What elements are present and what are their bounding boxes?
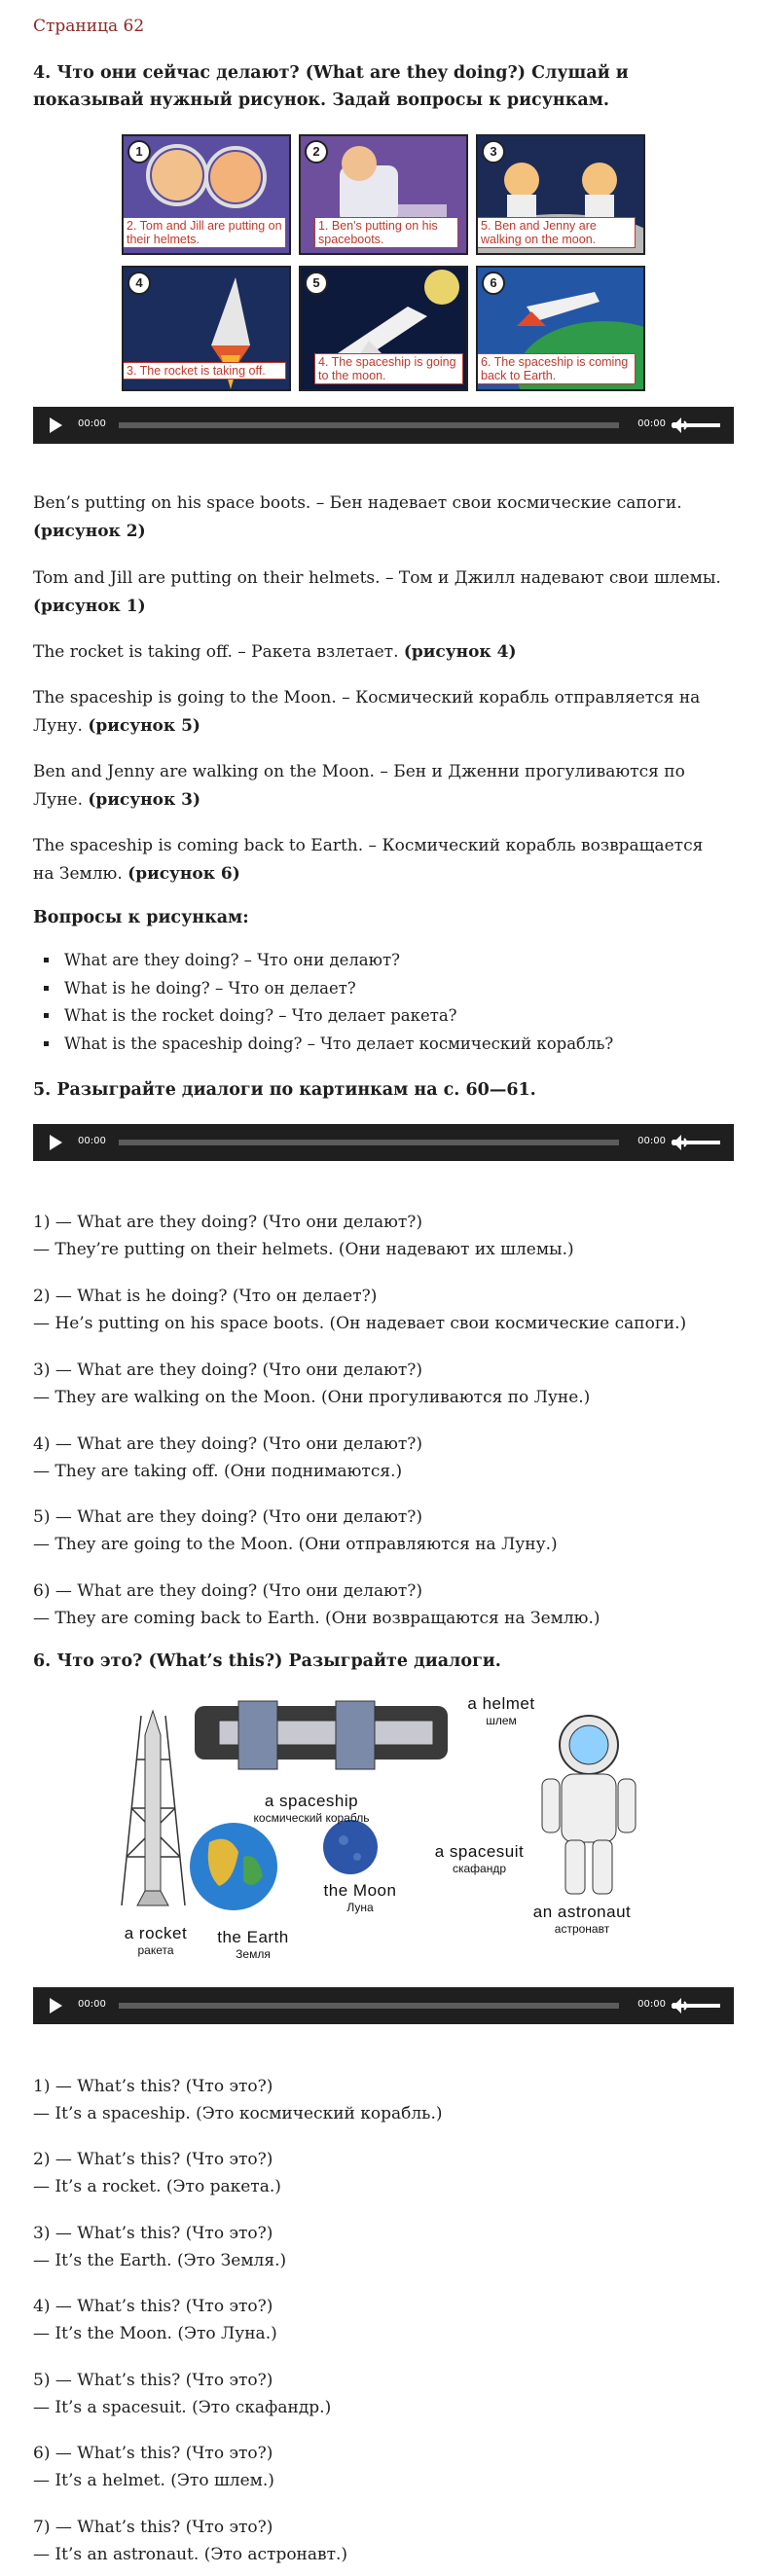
panel-number: 1: [127, 140, 151, 163]
panel-number: 4: [127, 272, 151, 295]
audio-player: [33, 1124, 734, 1161]
exercise-5-heading: 5. Разыграйте диалоги по картинкам на с. 60—61.: [33, 1080, 536, 1100]
play-button[interactable]: [50, 1135, 62, 1150]
list-item: ▪ What is he doing? – Что он делает?: [60, 975, 613, 1003]
dialog-6: 6) — What are they doing? (Что они делают?) — They are coming back to Earth. (Они возвращаются на Землю.): [33, 1581, 600, 1628]
current-time: 00:00: [78, 1999, 106, 2010]
panel-number: 5: [305, 272, 328, 295]
dialog-3: 3) — What are they doing? (Что они делают?) — They are walking on the Moon. (Они прогуливаются по Луне.): [33, 1361, 591, 1407]
picture-caption: 2. Tom and Jill are putting on their helmets.: [123, 217, 286, 248]
questions-heading: Вопросы к рисункам:: [33, 908, 249, 927]
panel-number: 6: [482, 272, 505, 295]
label-moon: the Moon Луна: [323, 1881, 397, 1914]
label-earth: the Earth Земля: [217, 1928, 289, 1961]
questions-list: [33, 947, 613, 1058]
dialog-1: 1) — What are they doing? (Что они делают?) — They’re putting on their helmets. (Они надевают их шлемы.): [33, 1213, 574, 1259]
sentence-1: Ben’s putting on his space boots. – Бен надевает свои космические сапоги. (рисунок 2): [33, 493, 682, 541]
dialog-2: 2) — What is he doing? (Что он делает?) — He’s putting on his space boots. (Он надевает свои космические сапоги.): [33, 1287, 687, 1333]
label-astronaut: an astronaut астронавт: [532, 1903, 632, 1936]
panel-1: [122, 134, 291, 255]
dialog-5: 5) — What are they doing? (Что они делают?) — They are going to the Moon. (Они отправляются на Луну.): [33, 1507, 558, 1554]
play-button[interactable]: [50, 417, 62, 433]
picture-caption: 6. The spaceship is coming back to Earth.: [477, 353, 636, 384]
list-item: ▪ What are they doing? – Что они делают?: [60, 947, 613, 975]
sentence-5: Ben and Jenny are walking on the Moon. – Бен и Дженни прогуливаются по Луне. (рисунок 3): [33, 762, 685, 810]
total-time: 00:00: [637, 418, 666, 429]
panel-2: [299, 134, 468, 255]
volume-slider[interactable]: [672, 2004, 720, 2008]
list-item: ▪ What is the spaceship doing? – Что делает космический корабль?: [60, 1031, 613, 1059]
label-spacesuit: a spacesuit скафандр: [434, 1842, 525, 1875]
audio-player: [33, 407, 734, 444]
volume-slider[interactable]: [672, 423, 720, 427]
picture-caption: 3. The rocket is taking off.: [123, 362, 286, 380]
picture-caption: 1. Ben's putting on his spaceboots.: [314, 217, 458, 248]
volume-slider[interactable]: [672, 1141, 720, 1144]
panel-number: 2: [305, 140, 328, 163]
dialog-4: 4) — What’s this? (Что это?) — It’s the Moon. (Это Луна.): [33, 2297, 277, 2343]
sentence-2: Tom and Jill are putting on their helmets. – Том и Джилл надевают свои шлемы. (рисунок 1): [33, 568, 721, 616]
current-time: 00:00: [78, 1136, 106, 1146]
exercise-4-heading: 4. Что они сейчас делают? (What are they doing?) Слушай и показывай нужный рисунок. Задай вопросы к рисункам.: [33, 63, 629, 110]
dialog-6: 6) — What’s this? (Что это?) — It’s a helmet. (Это шлем.): [33, 2444, 274, 2490]
panel-3: [476, 134, 645, 255]
picture-caption: 5. Ben and Jenny are walking on the moon.: [477, 217, 636, 248]
total-time: 00:00: [637, 1136, 666, 1146]
list-item: ▪ What is the rocket doing? – Что делает ракета?: [60, 1002, 613, 1031]
dialog-1: 1) — What’s this? (Что это?) — It’s a spaceship. (Это космический корабль.): [33, 2077, 443, 2123]
dialog-5: 5) — What’s this? (Что это?) — It’s a spacesuit. (Это скафандр.): [33, 2371, 332, 2417]
current-time: 00:00: [78, 418, 106, 429]
exercise-6-picture: [112, 1696, 657, 1966]
panel-6: [476, 266, 645, 391]
exercise-6-heading: 6. Что это? (What’s this?) Разыграйте диалоги.: [33, 1651, 501, 1671]
progress-bar[interactable]: [119, 1140, 619, 1145]
total-time: 00:00: [637, 1999, 666, 2010]
label-spaceship: a spaceship космический корабль: [253, 1792, 370, 1825]
panel-5: [299, 266, 468, 391]
panel-number: 3: [482, 140, 505, 163]
panel-4: [122, 266, 291, 391]
progress-bar[interactable]: [119, 422, 619, 428]
page-link[interactable]: Страница 62: [33, 17, 145, 36]
dialog-3: 3) — What’s this? (Что это?) — It’s the Earth. (Это Земля.): [33, 2224, 287, 2270]
dialog-2: 2) — What’s this? (Что это?) — It’s a rocket. (Это ракета.): [33, 2150, 281, 2196]
sentence-6: The spaceship is coming back to Earth. – Космический корабль возвращается на Землю. (рисунок 6): [33, 836, 704, 884]
picture-caption: 4. The spaceship is going to the moon.: [314, 353, 463, 384]
sentence-3: The rocket is taking off. – Ракета взлетает. (рисунок 4): [33, 642, 517, 662]
play-button[interactable]: [50, 1998, 62, 2014]
label-helmet: a helmet шлем: [467, 1694, 535, 1727]
label-rocket: a rocket ракета: [124, 1924, 188, 1957]
dialog-4: 4) — What are they doing? (Что они делают?) — They are taking off. (Они поднимаются.): [33, 1434, 423, 1481]
audio-player: [33, 1987, 734, 2024]
exercise-4-picture: [122, 134, 642, 389]
progress-bar[interactable]: [119, 2003, 619, 2009]
sentence-4: The spaceship is going to the Moon. – Космический корабль отправляется на Луну. (рисунок 5): [33, 688, 701, 736]
dialog-7: 7) — What’s this? (Что это?) — It’s an astronaut. (Это астронавт.): [33, 2518, 348, 2564]
